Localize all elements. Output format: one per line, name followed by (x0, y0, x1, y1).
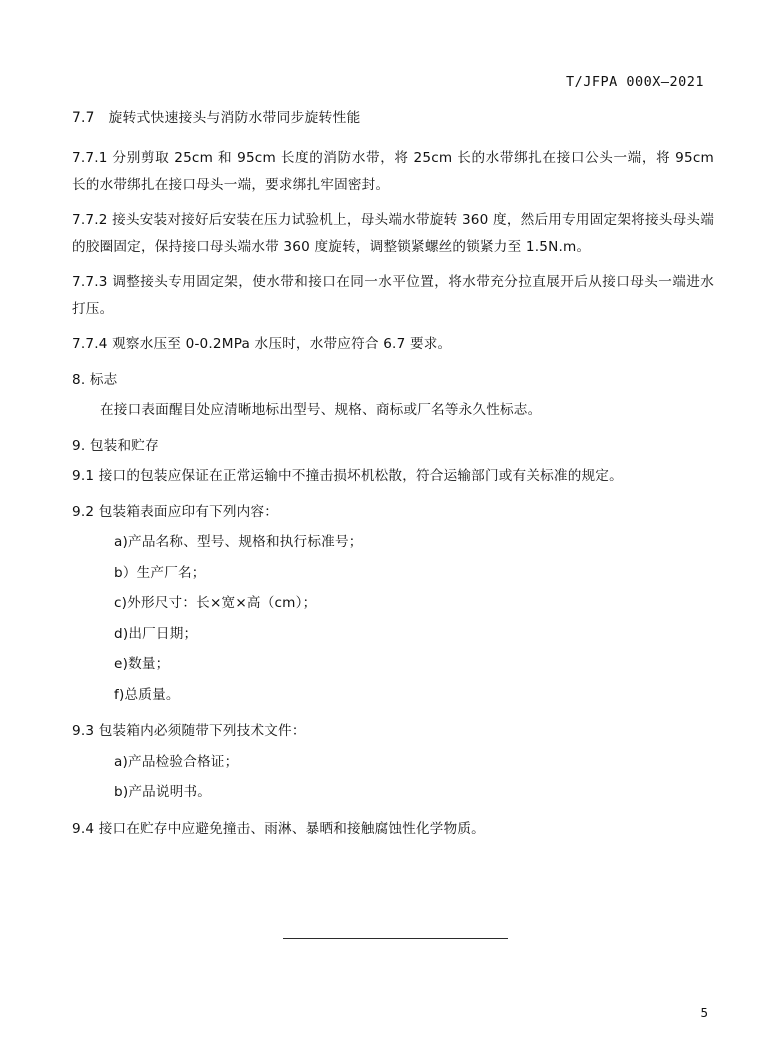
page-number: 5 (700, 1005, 708, 1020)
list-item-9-2-d: d)出厂日期； (114, 625, 198, 642)
paragraph-7-7-1: 7.7.1 分别剪取 25cm 和 95cm 长度的消防水带，将 25cm 长的水带绑扎在接口公头一端，将 95cm 长的水带绑扎在接口母头一端，要求绑扎牢固密封。 (72, 150, 714, 193)
footer-divider-rule (283, 938, 508, 939)
paragraph-9-2: 9.2 包装箱表面应印有下列内容： (72, 503, 279, 520)
section-9-heading: 9. 包装和贮存 (72, 437, 159, 454)
list-item-9-3-a: a)产品检验合格证； (114, 753, 239, 770)
paragraph-9-3: 9.3 包装箱内必须随带下列技术文件： (72, 723, 306, 740)
list-item-9-2-f: f)总质量。 (114, 686, 180, 703)
list-item-9-2-c: c)外形尺寸：长×宽×高（cm）； (114, 595, 317, 612)
page-header-standard-code: T/JFPA 000X—2021 (565, 74, 704, 90)
list-item-9-2-b: b）生产厂名； (114, 564, 206, 581)
section-7-7-number: 7.7 (72, 110, 95, 126)
paragraph-9-4: 9.4 接口在贮存中应避免撞击、雨淋、暴晒和接触腐蚀性化学物质。 (72, 820, 485, 837)
paragraph-7-7-2: 7.7.2 接头安装对接好后安装在压力试验机上，母头端水带旋转 360 度，然后用专用固定架将接头母头端的胶圈固定，保持接口母头端水带 360 度旋转，调整锁紧螺丝的锁紧力至 1.5N.m。 (72, 212, 714, 255)
section-8-body: 在接口表面醒目处应清晰地标出型号、规格、商标或厂名等永久性标志。 (100, 402, 542, 419)
section-7-7-heading (72, 105, 714, 131)
list-item-9-3-b: b)产品说明书。 (114, 784, 212, 801)
list-item-9-2-e: e)数量； (114, 656, 170, 673)
section-8-heading: 8. 标志 (72, 371, 118, 388)
list-item-9-2-a: a)产品名称、型号、规格和执行标准号； (114, 534, 363, 551)
paragraph-9-1: 9.1 接口的包装应保证在正常运输中不撞击损坏机松散，符合运输部门或有关标准的规定。 (72, 468, 623, 485)
paragraph-7-7-4: 7.7.4 观察水压至 0-0.2MPa 水压时，水带应符合 6.7 要求。 (72, 336, 452, 353)
document-body (72, 105, 714, 851)
paragraph-7-7-3: 7.7.3 调整接头专用固定架，使水带和接口在同一水平位置，将水带充分拉直展开后从接口母头一端进水打压。 (72, 274, 714, 317)
section-7-7-title: 旋转式快速接头与消防水带同步旋转性能 (108, 110, 361, 126)
